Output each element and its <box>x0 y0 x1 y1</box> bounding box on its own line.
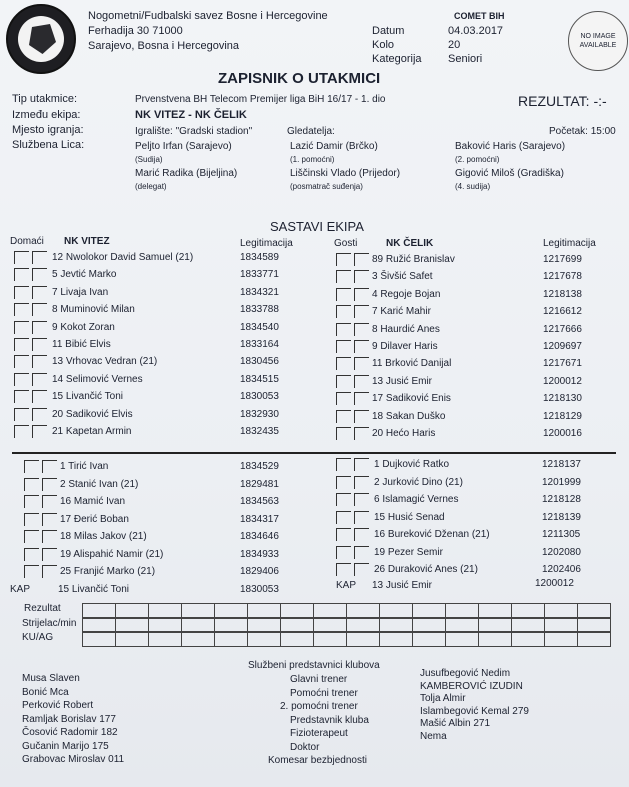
tip-value: Prvenstvena BH Telecom Premijer liga BiH 16/17 - 1. dio <box>135 94 386 105</box>
away-box-a <box>336 375 351 388</box>
divider-line <box>12 452 616 454</box>
rep-role-label: Pomoćni trener <box>290 687 358 699</box>
away-sub-box-a <box>336 476 351 489</box>
score-grid-cell <box>379 631 413 647</box>
away-box-a <box>336 270 351 283</box>
away-box-b <box>354 410 369 423</box>
home-box-a <box>14 355 29 368</box>
official-name: Baković Haris (Sarajevo) <box>455 141 566 152</box>
away-player-name: 13 Jusić Emir <box>372 375 433 387</box>
away-box-b <box>354 253 369 266</box>
official-name: Peljto Irfan (Sarajevo) <box>135 141 232 152</box>
away-sub-box-b <box>354 511 369 524</box>
sastavi-title: SASTAVI EKIPA <box>270 219 364 234</box>
home-player-leg: 1830053 <box>240 391 279 403</box>
away-player-leg: 1218138 <box>543 288 582 300</box>
away-player-name: 89 Ružić Branislav <box>372 254 455 265</box>
mjesto-label: Mjesto igranja: <box>12 124 84 136</box>
home-box-a <box>14 373 29 386</box>
home-player-name: 13 Vrhovac Vedran (21) <box>52 356 158 368</box>
home-sub-player-leg: 1834317 <box>240 513 279 525</box>
kategorija-value: Seniori <box>448 53 483 65</box>
away-sub-box-b <box>354 493 369 506</box>
away-box-b <box>354 288 369 301</box>
home-player-name: 7 Livaja Ivan <box>52 286 109 298</box>
home-sub-player-leg: 1834529 <box>240 461 279 472</box>
away-player-name: 18 Sakan Duško <box>372 410 446 422</box>
official-name: Lazić Damir (Brčko) <box>290 141 378 152</box>
home-sub-player-name: 17 Đerić Boban <box>60 513 129 525</box>
home-player-name: 9 Kokot Zoran <box>52 321 115 333</box>
home-rep-name: Musa Slaven <box>22 673 80 684</box>
home-player-leg: 1832435 <box>240 426 279 437</box>
home-player-name: 20 Sadiković Elvis <box>52 408 133 420</box>
home-rep-name: Bonić Mca <box>22 686 69 698</box>
home-box-b <box>32 390 47 403</box>
home-player-leg: 1830456 <box>240 356 279 368</box>
home-kap-name: 15 Livančić Toni <box>58 584 129 595</box>
igraliste-value: Igralište: "Gradski stadion" <box>135 126 253 137</box>
home-sub-box-b <box>42 460 57 473</box>
home-player-name: 12 Nwolokor David Samuel (21) <box>52 252 194 263</box>
away-sub-box-a <box>336 528 351 541</box>
grid-strijelac-label: Strijelac/min <box>22 618 77 629</box>
home-sub-box-a <box>24 548 39 561</box>
away-sub-player-name: 15 Husić Senad <box>374 511 445 523</box>
home-player-name: 15 Livančić Toni <box>52 391 123 403</box>
home-box-a <box>14 268 29 281</box>
away-sub-box-a <box>336 546 351 559</box>
federation-logo-icon <box>6 4 76 74</box>
away-sub-player-name: 19 Pezer Semir <box>374 546 443 558</box>
home-player-leg: 1832930 <box>240 408 279 420</box>
away-box-a <box>336 410 351 423</box>
home-sub-player-leg: 1829481 <box>240 478 279 490</box>
away-player-name: 11 Brković Danijal <box>372 358 452 370</box>
away-box-b <box>354 392 369 405</box>
home-box-a <box>14 321 29 334</box>
score-grid-cell <box>577 631 611 647</box>
home-box-a <box>14 303 29 316</box>
away-player-name: 3 Šivšić Safet <box>372 271 433 283</box>
away-sub-box-b <box>354 476 369 489</box>
datum-value: 04.03.2017 <box>448 25 504 37</box>
away-sub-player-name: 2 Jurković Dino (21) <box>374 476 463 488</box>
home-sub-box-a <box>24 478 39 491</box>
rep-role-label: Glavni trener <box>290 674 348 685</box>
kategorija-label: Kategorija <box>372 53 422 65</box>
official-role: (Sudija) <box>135 155 163 164</box>
teams-value: NK VITEZ - NK ČELIK <box>135 109 247 121</box>
away-box-a <box>336 253 351 266</box>
away-rep-name: Mašić Albin 271 <box>420 718 491 729</box>
home-sub-box-b <box>42 513 57 526</box>
home-rep-name: Ramljak Borislav 177 <box>22 713 116 725</box>
away-sub-box-a <box>336 563 351 576</box>
home-player-leg: 1834321 <box>240 286 279 298</box>
home-kap-leg: 1830053 <box>240 584 279 595</box>
home-player-name: 8 Muminović Milan <box>52 304 135 316</box>
home-sub-player-leg: 1829406 <box>240 566 279 577</box>
official-name: Marić Radika (Bijeljina) <box>135 168 238 179</box>
home-sub-box-b <box>42 565 57 578</box>
home-sub-box-a <box>24 565 39 578</box>
rep-role-label: Doktor <box>290 741 320 753</box>
away-box-a <box>336 288 351 301</box>
score-grid-cell <box>412 631 446 647</box>
home-box-a <box>14 408 29 421</box>
rep-role-label: Predstavnik kluba <box>290 714 369 726</box>
home-team: NK VITEZ <box>64 236 110 247</box>
away-sub-player-leg: 1201999 <box>542 476 581 488</box>
away-sub-player-name: 26 Duraković Anes (21) <box>374 564 478 575</box>
away-box-a <box>336 357 351 370</box>
official-role: (delegat) <box>135 182 167 191</box>
score-grid-cell <box>544 631 578 647</box>
score-grid-cell <box>445 631 479 647</box>
home-sub-player-name: 25 Franjić Marko (21) <box>60 566 156 577</box>
home-box-a <box>14 338 29 351</box>
away-box-b <box>354 427 369 440</box>
away-box-a <box>336 427 351 440</box>
score-grid-cell <box>247 631 281 647</box>
home-box-a <box>14 425 29 438</box>
away-kap-leg: 1200012 <box>535 578 574 589</box>
home-label: Domaći <box>10 236 44 247</box>
home-player-leg: 1833788 <box>240 304 279 316</box>
away-player-leg: 1217666 <box>543 323 582 335</box>
home-sub-box-a <box>24 530 39 543</box>
official-role: (4. sudija) <box>455 182 491 191</box>
home-box-b <box>32 286 47 299</box>
home-player-leg: 1833164 <box>240 339 279 350</box>
away-player-name: 17 Sadiković Enis <box>372 393 451 405</box>
away-sub-player-name: 6 Islamagić Vernes <box>374 494 459 505</box>
home-rep-name: Perković Robert <box>22 700 94 711</box>
home-sub-player-leg: 1834563 <box>240 496 279 507</box>
home-box-b <box>32 355 47 368</box>
away-player-leg: 1200016 <box>543 428 582 439</box>
grid-kuag-label: KU/AG <box>22 632 54 643</box>
tip-label: Tip utakmice: <box>12 93 78 105</box>
home-box-a <box>14 286 29 299</box>
official-name: Gigović Miloš (Gradiška) <box>455 168 564 179</box>
away-label: Gosti <box>334 238 358 249</box>
away-team: NK ČELIK <box>386 238 434 249</box>
home-sub-player-name: 2 Stanić Ivan (21) <box>60 478 139 490</box>
away-sub-box-a <box>336 493 351 506</box>
home-player-name: 5 Jevtić Marko <box>52 269 117 281</box>
away-player-leg: 1217678 <box>543 271 582 283</box>
away-box-b <box>354 375 369 388</box>
home-player-leg: 1833771 <box>240 269 279 281</box>
home-sub-player-name: 1 Tirić Ivan <box>60 461 109 472</box>
home-box-b <box>32 425 47 438</box>
away-player-leg: 1200012 <box>543 375 582 387</box>
away-box-b <box>354 305 369 318</box>
away-sub-box-b <box>354 546 369 559</box>
home-box-b <box>32 408 47 421</box>
kolo-label: Kolo <box>372 39 395 51</box>
official-role: (posmatrač suđenja) <box>290 182 363 191</box>
home-sub-box-b <box>42 478 57 491</box>
home-sub-player-name: 16 Mamić Ivan <box>60 496 126 507</box>
home-box-b <box>32 373 47 386</box>
home-leg-header: Legitimacija <box>240 238 293 249</box>
no-image-placeholder: NO IMAGE AVAILABLE <box>568 11 628 71</box>
away-box-a <box>336 305 351 318</box>
official-role: (1. pomoćni) <box>290 155 335 164</box>
away-sub-player-name: 1 Dujković Ratko <box>374 459 450 470</box>
score-grid-cell <box>214 631 248 647</box>
score-grid-cell <box>511 631 545 647</box>
away-kap-label: KAP <box>336 580 357 591</box>
away-sub-player-leg: 1218139 <box>542 511 581 523</box>
home-player-leg: 1834515 <box>240 373 279 385</box>
home-player-leg: 1834589 <box>240 252 279 263</box>
pocetak-value: Početak: 15:00 <box>549 126 616 137</box>
home-player-name: 21 Kapetan Armin <box>52 426 132 437</box>
home-sub-box-b <box>42 548 57 561</box>
sluzbena-label: Službena Lica: <box>12 139 85 151</box>
away-player-leg: 1209697 <box>543 341 582 352</box>
home-rep-name: Gučanin Marijo 175 <box>22 740 109 752</box>
away-player-leg: 1218129 <box>543 410 582 422</box>
datum-label: Datum <box>372 25 405 37</box>
away-sub-player-leg: 1202080 <box>542 546 581 558</box>
score-grid-cell <box>181 631 215 647</box>
home-box-b <box>32 321 47 334</box>
org-line-2: Ferhadija 30 71000 <box>88 25 183 37</box>
home-box-b <box>32 251 47 264</box>
away-leg-header: Legitimacija <box>543 238 596 249</box>
away-player-leg: 1217699 <box>543 254 582 265</box>
away-sub-box-a <box>336 511 351 524</box>
away-sub-player-leg: 1202406 <box>542 564 581 575</box>
rezultat-value: REZULTAT: -:- <box>518 93 607 109</box>
official-name: Liščinski Vlado (Prijedor) <box>290 168 401 179</box>
away-box-b <box>354 323 369 336</box>
away-player-leg: 1216612 <box>543 306 582 318</box>
away-player-name: 20 Hećo Haris <box>372 428 436 439</box>
score-grid-cell <box>82 631 116 647</box>
away-sub-player-leg: 1218128 <box>542 494 581 505</box>
gledatelja-label: Gledatelja: <box>287 126 335 137</box>
rep-role-label: 2. pomoćni trener <box>280 701 358 712</box>
away-sub-box-b <box>354 563 369 576</box>
home-sub-box-a <box>24 513 39 526</box>
away-sub-player-leg: 1218137 <box>542 459 581 470</box>
home-sub-player-leg: 1834646 <box>240 531 279 542</box>
away-box-a <box>336 392 351 405</box>
away-rep-name: Nema <box>420 730 447 742</box>
away-rep-name: Jusufbegović Nedim <box>420 668 511 679</box>
home-sub-box-b <box>42 530 57 543</box>
org-line-3: Sarajevo, Bosna i Hercegovina <box>88 40 240 52</box>
home-sub-box-b <box>42 495 57 508</box>
away-box-a <box>336 323 351 336</box>
grid-rezultat-label: Rezultat <box>24 603 61 614</box>
score-grid-cell <box>148 631 182 647</box>
club-reps-title: Službeni predstavnici klubova <box>248 660 380 671</box>
away-player-name: 7 Karić Mahir <box>372 306 431 318</box>
home-player-leg: 1834540 <box>240 321 279 333</box>
away-box-b <box>354 270 369 283</box>
comet-label: COMET BIH <box>454 11 505 21</box>
score-grid-cell <box>313 631 347 647</box>
away-sub-box-a <box>336 458 351 471</box>
away-kap-name: 13 Jusić Emir <box>372 580 433 591</box>
rep-role-label: Fizioterapeut <box>290 728 348 739</box>
away-sub-player-name: 16 Bureković Dženan (21) <box>374 529 490 540</box>
home-player-name: 14 Selimović Vernes <box>52 373 143 385</box>
home-kap-label: KAP <box>10 584 31 595</box>
away-sub-box-b <box>354 458 369 471</box>
izmedu-label: Između ekipa: <box>12 109 81 121</box>
page-title: ZAPISNIK O UTAKMICI <box>218 70 381 87</box>
away-box-b <box>354 357 369 370</box>
home-box-a <box>14 251 29 264</box>
away-box-b <box>354 340 369 353</box>
official-role: (2. pomoćni) <box>455 155 500 164</box>
org-line-1: Nogometni/Fudbalski savez Bosne i Hercegovine <box>88 10 328 22</box>
away-rep-name: KAMBEROVIĆ IZUDIN <box>420 680 523 692</box>
rep-role-label: Komesar bezbjednosti <box>268 755 367 766</box>
home-sub-player-name: 19 Alispahić Namir (21) <box>60 548 164 560</box>
kolo-value: 20 <box>448 39 461 51</box>
away-player-name: 4 Regoje Bojan <box>372 288 441 300</box>
away-rep-name: Tolja Almir <box>420 693 466 704</box>
home-sub-box-a <box>24 495 39 508</box>
score-grid-cell <box>346 631 380 647</box>
home-rep-name: Čosović Radomir 182 <box>22 727 118 738</box>
home-box-b <box>32 268 47 281</box>
home-box-b <box>32 338 47 351</box>
away-player-leg: 1217671 <box>543 358 582 370</box>
home-sub-player-name: 18 Milas Jakov (21) <box>60 531 147 542</box>
away-player-leg: 1218130 <box>543 393 582 405</box>
home-sub-player-leg: 1834933 <box>240 548 279 560</box>
away-sub-player-leg: 1211305 <box>542 529 581 540</box>
away-rep-name: Islambegović Kemal 279 <box>420 705 529 717</box>
home-rep-name: Grabovac Miroslav 011 <box>22 754 125 765</box>
home-player-name: 11 Bibić Elvis <box>52 339 111 350</box>
home-box-b <box>32 303 47 316</box>
score-grid-cell <box>478 631 512 647</box>
home-box-a <box>14 390 29 403</box>
away-player-name: 9 Dilaver Haris <box>372 341 438 352</box>
home-sub-box-a <box>24 460 39 473</box>
away-sub-box-b <box>354 528 369 541</box>
away-player-name: 8 Haurdić Anes <box>372 323 440 335</box>
away-box-a <box>336 340 351 353</box>
score-grid-cell <box>280 631 314 647</box>
score-grid-cell <box>115 631 149 647</box>
